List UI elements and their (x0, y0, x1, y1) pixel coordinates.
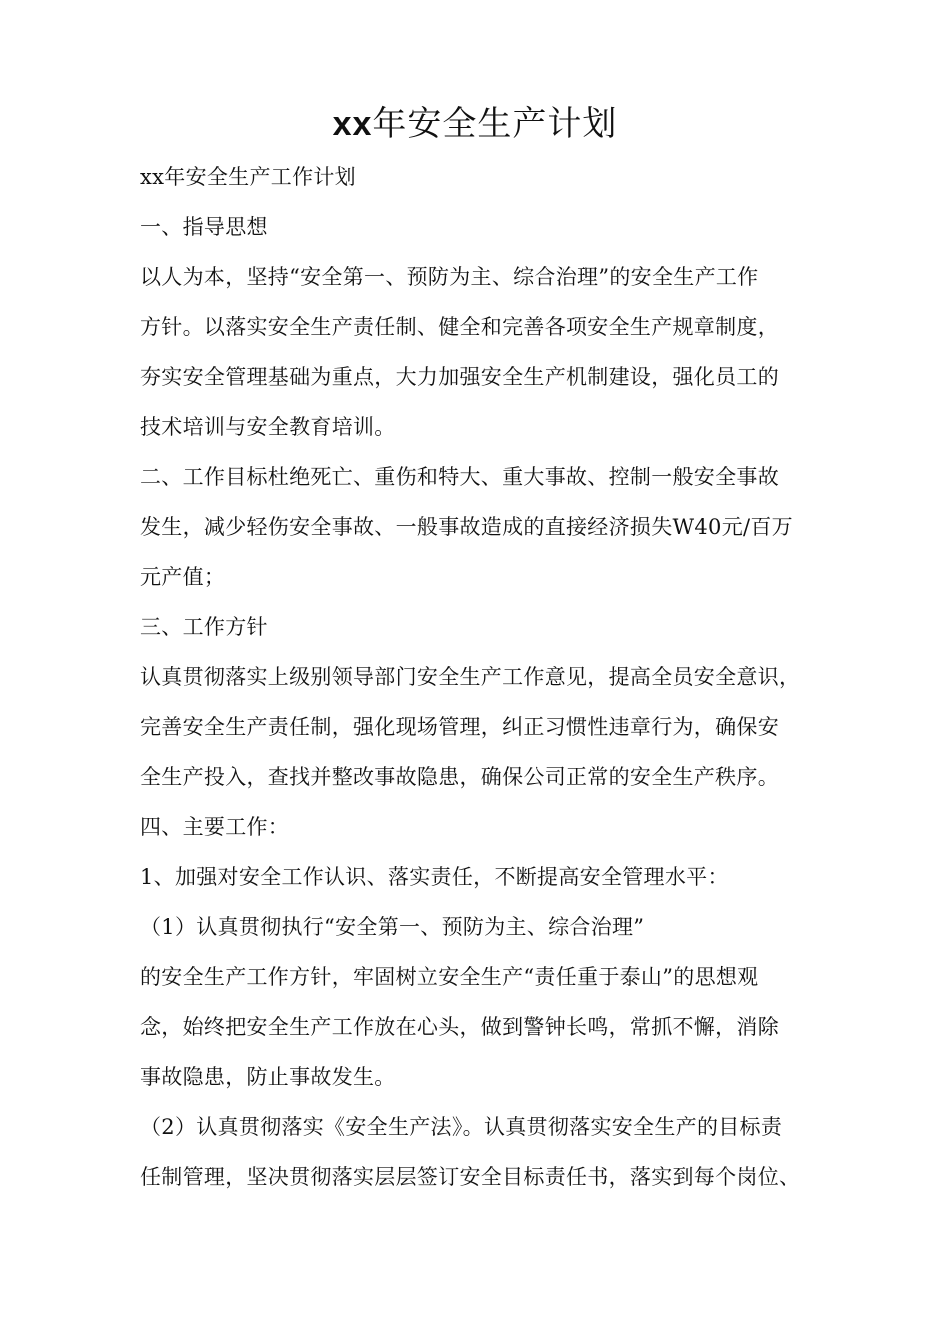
paragraph-line: 夯实安全管理基础为重点，大力加强安全生产机制建设，强化员工的 (140, 365, 779, 389)
paragraph-line: 元产值； (140, 565, 226, 589)
paragraph-line: 方针。以落实安全生产责任制、健全和完善各项安全生产规章制度， (140, 315, 779, 339)
paragraph-line: 以人为本，坚持“安全第一、预防为主、综合治理”的安全生产工作 (140, 265, 759, 289)
paragraph-line: 技术培训与安全教育培训。 (140, 415, 396, 439)
section-heading-3: 三、工作方针 (140, 615, 268, 639)
paragraph-line: 念，始终把安全生产工作放在心头，做到警钟长鸣，常抓不懈，消除 (140, 1015, 779, 1039)
paragraph-line: 发生，减少轻伤安全事故、一般事故造成的直接经济损失W40元/百万 (140, 515, 793, 539)
section-heading-4: 四、主要工作： (140, 815, 290, 839)
section-heading-2: 二、工作目标杜绝死亡、重伤和特大、重大事故、控制一般安全事故 (140, 465, 779, 489)
document-title (0, 98, 950, 150)
subtitle-line: xx年安全生产工作计划 (140, 165, 356, 189)
paragraph-line: 任制管理，坚决贯彻落实层层签订安全目标责任书，落实到每个岗位、 (140, 1165, 801, 1189)
paragraph-line: 完善安全生产责任制，强化现场管理，纠正习惯性违章行为，确保安 (140, 715, 779, 739)
section-heading-1: 一、指导思想 (140, 215, 268, 239)
paragraph-line: 事故隐患，防止事故发生。 (140, 1065, 396, 1089)
paragraph-line: 的安全生产工作方针，牢固树立安全生产“责任重于泰山”的思想观 (140, 965, 759, 989)
list-item-heading: 1、加强对安全工作认识、落实责任，不断提高安全管理水平： (140, 865, 729, 889)
list-subitem: （1）认真贯彻执行“安全第一、预防为主、综合治理” (140, 915, 645, 939)
title-prefix: xx (332, 105, 373, 143)
list-subitem: （2）认真贯彻落实《安全生产法》。认真贯彻落实安全生产的目标责 (140, 1115, 783, 1139)
paragraph-line: 全生产投入，查找并整改事故隐患，确保公司正常的安全生产秩序。 (140, 765, 779, 789)
paragraph-line: 认真贯彻落实上级别领导部门安全生产工作意见，提高全员安全意识， (140, 665, 801, 689)
title-text: 年安全生产计划 (372, 104, 618, 144)
document-body (140, 152, 824, 1202)
